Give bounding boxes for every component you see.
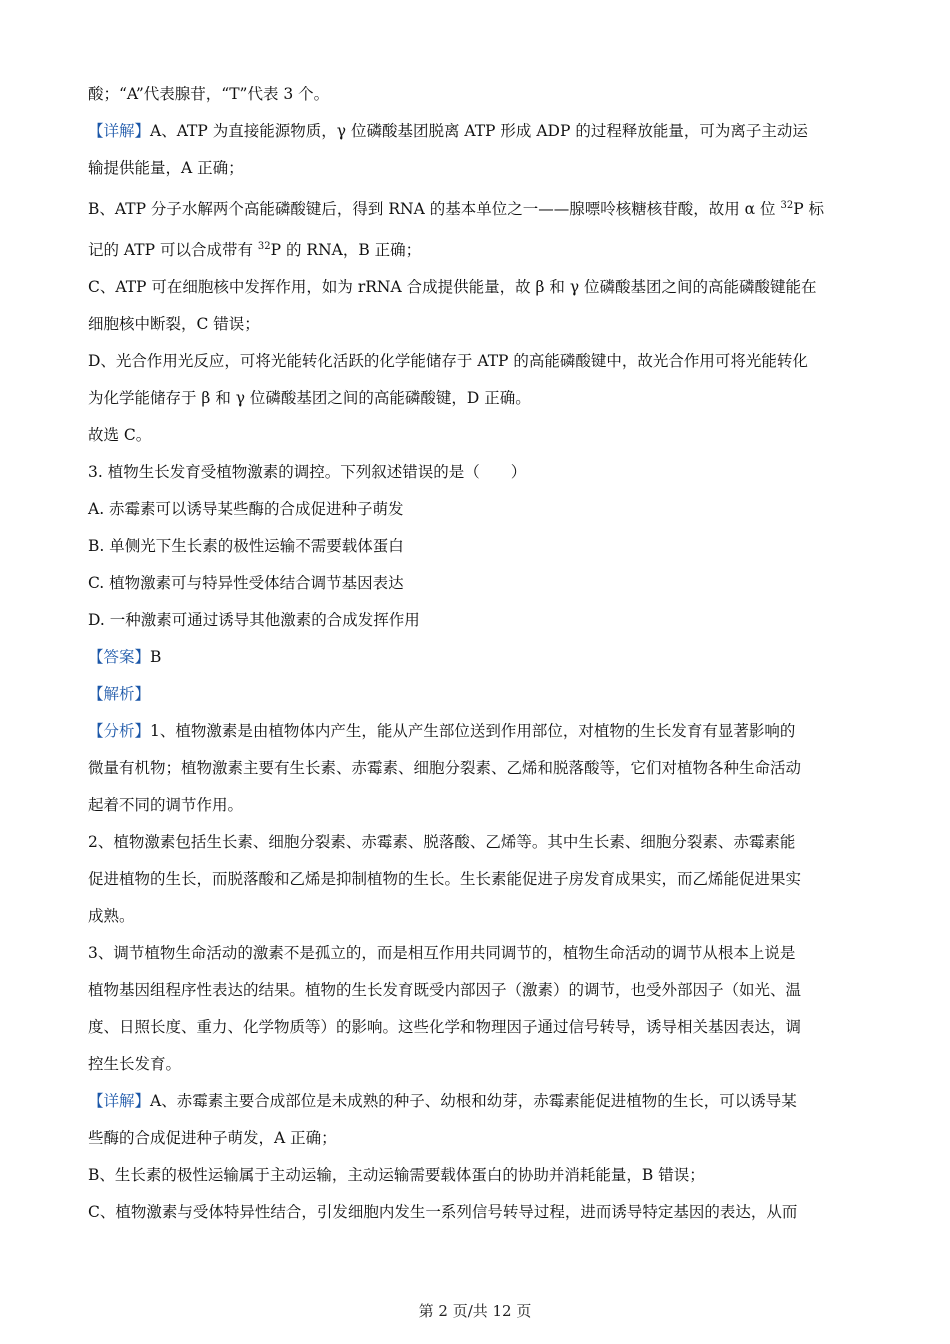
text-span: P 标: [793, 200, 825, 218]
text-line: 促进植物的生长，而脱落酸和乙烯是抑制植物的生长。生长素能促进子房发育成果实，而乙烯能促进果实: [88, 870, 802, 888]
option-a: A. 赤霉素可以诱导某些酶的合成促进种子萌发: [88, 500, 404, 518]
text-line: [88, 187, 863, 228]
text-line: 度、日照长度、重力、化学物质等）的影响。这些化学和物理因子通过信号转导，诱导相关基因表达，调: [88, 1018, 802, 1036]
text-span: A、赤霉素主要合成部位是未成熟的种子、幼根和幼芽，赤霉素能促进植物的生长，可以诱导某: [150, 1092, 797, 1110]
text-line: 植物基因组程序性表达的结果。植物的生长发育既受内部因子（激素）的调节，也受外部因子（如光、温: [88, 981, 802, 999]
text-line: 细胞核中断裂，C 错误；: [88, 315, 260, 333]
section-tag: 【详解】: [88, 1092, 151, 1110]
section-tag: 【详解】: [88, 122, 151, 140]
text-line: [88, 713, 863, 750]
page-content: [88, 76, 863, 1231]
text-line: B、生长素的极性运输属于主动运输，主动运输需要载体蛋白的协助并消耗能量，B 错误；: [88, 1166, 705, 1184]
text-line: [88, 113, 863, 150]
text-line: D、光合作用光反应，可将光能转化活跃的化学能储存于 ATP 的高能磷酸键中，故光合作用可将光能转化: [88, 352, 808, 370]
text-line: [88, 1083, 863, 1120]
analysis-heading: [88, 676, 863, 713]
text-line: 3、调节植物生命活动的激素不是孤立的，而是相互作用共同调节的，植物生命活动的调节从根本上说是: [88, 944, 796, 962]
text-line: 故选 C。: [88, 426, 152, 444]
text-line: C、植物激素与受体特异性结合，引发细胞内发生一系列信号转导过程，进而诱导特定基因的表达，从而: [88, 1203, 798, 1221]
text-span: P 的 RNA，B 正确；: [270, 241, 422, 259]
text-line: 输提供能量，A 正确；: [88, 159, 244, 177]
text-line: 微量有机物；植物激素主要有生长素、赤霉素、细胞分裂素、乙烯和脱落酸等，它们对植物各种生命活动: [88, 759, 802, 777]
text-line: 成熟。: [88, 907, 135, 925]
answer-line: [88, 639, 863, 676]
option-b: B. 单侧光下生长素的极性运输不需要载体蛋白: [88, 537, 404, 555]
text-line: 控生长发育。: [88, 1055, 182, 1073]
option-d: D. 一种激素可通过诱导其他激素的合成发挥作用: [88, 611, 420, 629]
analysis-tag: 【解析】: [88, 685, 151, 703]
superscript: 32: [780, 200, 794, 211]
question-stem: 3. 植物生长发育受植物激素的调控。下列叙述错误的是（ ）: [88, 463, 527, 481]
page-footer: 第 2 页/共 12 页: [418, 1302, 532, 1320]
text-line: C、ATP 可在细胞核中发挥作用，如为 rRNA 合成提供能量，故 β 和 γ 位磷酸基团之间的高能磷酸键能在: [88, 278, 817, 296]
text-line: [88, 228, 863, 269]
text-line: 酸；“A”代表腺苷，“T”代表 3 个。: [88, 85, 330, 103]
answer-value: B: [150, 648, 162, 666]
text-span: A、ATP 为直接能源物质，γ 位磷酸基团脱离 ATP 形成 ADP 的过程释放能量，可为离子主动运: [150, 122, 808, 140]
text-span: 记的 ATP 可以合成带有: [88, 241, 258, 259]
text-span: B、ATP 分子水解两个高能磷酸键后，得到 RNA 的基本单位之一——腺嘌呤核糖核苷酸，故用 α 位: [88, 200, 781, 218]
answer-tag: 【答案】: [88, 648, 151, 666]
text-line: 些酶的合成促进种子萌发，A 正确；: [88, 1129, 337, 1147]
superscript: 32: [257, 241, 271, 252]
section-tag: 【分析】: [88, 722, 151, 740]
text-span: 1、植物激素是由植物体内产生，能从产生部位送到作用部位，对植物的生长发育有显著影响的: [150, 722, 796, 740]
text-line: 起着不同的调节作用。: [88, 796, 244, 814]
option-c: C. 植物激素可与特异性受体结合调节基因表达: [88, 574, 404, 592]
text-line: 2、植物激素包括生长素、细胞分裂素、赤霉素、脱落酸、乙烯等。其中生长素、细胞分裂素、赤霉素能: [88, 833, 796, 851]
text-line: 为化学能储存于 β 和 γ 位磷酸基团之间的高能磷酸键，D 正确。: [88, 389, 531, 407]
